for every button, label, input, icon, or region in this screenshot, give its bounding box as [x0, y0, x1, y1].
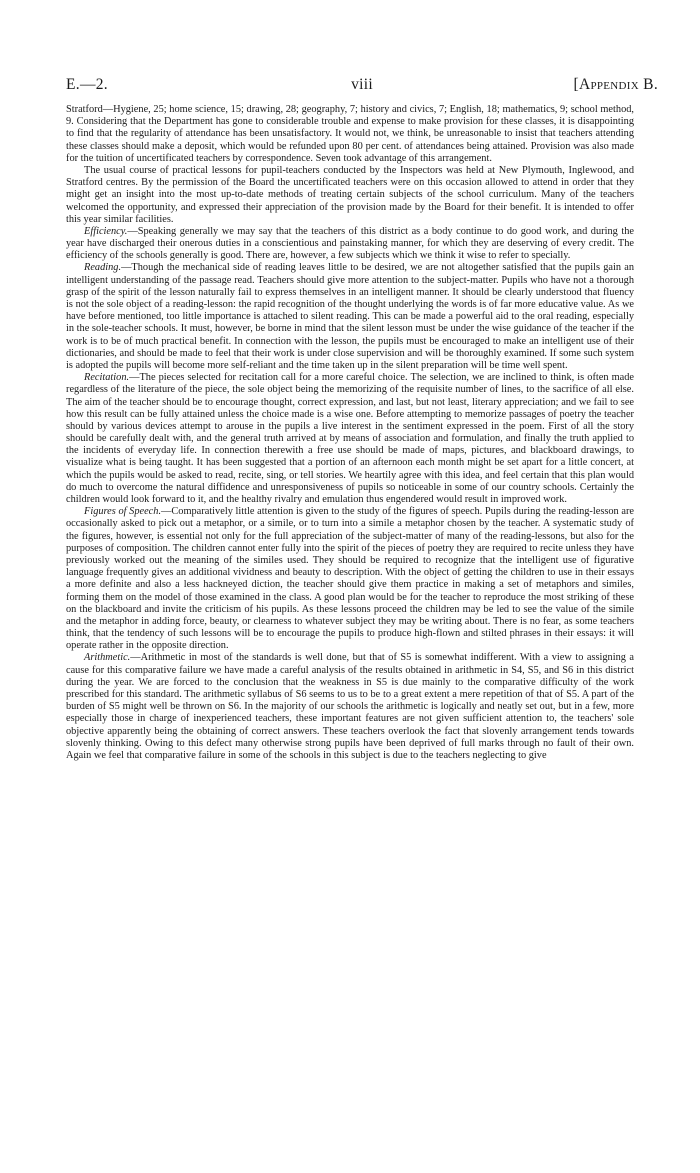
- paragraph-practical-lessons: [66, 165, 634, 226]
- paragraph-text: —Arithmetic in most of the standards is well done, but that of S5 is somewhat indifferent. With a view to assigning a cause for this comparative failure we have made a careful analysis of the results obtained in arithmetic in S4, S5, and S6 in this district during the year. We are forced to the conclusion that the weakness in S5 is due mainly to the comparative difficulty of the work prescribed for this standard. The arithmetic syllabus of S6 seems to us to be to a great extent a mere repetition of that of S5. A part of the burden of S5 might well be thrown on S6. In the majority of our schools the arithmetic is logically and neatly set out, but in a few, more especially those in charge of inexperienced teachers, these important features are not given sufficient attention to, the teachers' sole objective apparently being the obtaining of correct answers. These teachers overlook the fact that slovenly arrangement tends towards slovenly thinking. Owing to this defect many otherwise strong pupils have been deprived of full marks through no fault of their own. Again we feel that comparative failure in some of the schools in this subject is due to the teachers neglecting to give: [66, 652, 634, 761]
- paragraph-text: —Though the mechanical side of reading leaves little to be desired, we are not altogether satisfied that the pupils gain an intelligent understanding of the passage read. Teachers should give more attention to the subject-matter. Pupils who have not a thorough grasp of the spirit of the lesson naturally fail to express themselves in an intelligent manner. It should be clearly understood that fluency is not the sole object of a reading-lesson: the rapid recognition of the thought underlying the words is of far more educative value. As we have before mentioned, too little importance is attached to silent reading. This can be made a powerful aid to the oral reading, especially in the sole-teacher schools. It must, however, be borne in mind that the silent lesson must be under the wise guidance of the teacher if the work is to be of much practical benefit. In connection with the lesson, the pupils must be encouraged to make an intelligent use of their dictionaries, and should be made to feel that their work is under close supervision and will be thoroughly examined. If some such system is adopted the pupils will become more self-reliant and the time taken up in the silent preparation will be time well spent.: [66, 262, 634, 371]
- section-heading: Efficiency.: [84, 225, 128, 237]
- paragraph-figures-of-speech: [66, 506, 634, 652]
- body-text: [66, 104, 634, 762]
- paragraph-text: —The pieces selected for recitation call for a more careful choice. The selection, we are inclined to think, is often made regardless of the literature of the piece, the sole object being the memorizing of the requisite number of lines, to the sacrifice of all else. The aim of the teacher should be to encourage thought, correct expression, and last, but not least, literary appreciation; and we fail to see how this result can be fully attained unless the choice made is a wise one. Before attempting to memorize passages of poetry the teacher should by various devices attempt to arouse in the pupils a live interest in the sentiment expressed in the poem. First of all the story should be carefully dealt with, and the general truth arrived at by means of association and formulation, and finally the truth applied to the incidents of everyday life. In connection therewith a free use should be made of maps, pictures, and blackboard drawings, to visualize what is being taught. It has been suggested that a portion of an afternoon each month might be set apart for a little concert, at which the pupils would be asked to read, recite, sing, or tell stories. We heartily agree with this idea, and feel certain that this plan would do much to overcome the natural diffidence and unresponsiveness of pupils so noticeable in some of our country schools. Certainly the children would look forward to it, and the healthy rivalry and emulation thus engendered would result in improved work.: [66, 372, 634, 505]
- appendix-label: [Appendix B.: [573, 76, 658, 93]
- paragraph-efficiency: [66, 226, 634, 263]
- paragraph-recitation: [66, 372, 634, 506]
- paragraph-text: The usual course of practical lessons for pupil-teachers conducted by the Inspectors was held at New Plymouth, Inglewood, and Stratford centres. By the permission of the Board the uncertificated teachers were on this occasion allowed to attend in order that they might get an insight into the most up-to-date methods of treating certain subjects of the school curriculum. Many of the teachers welcomed the opportunity, and expressed their appreciation of the provision made by the Board for their benefit. It is intended to offer this year similar facilities.: [66, 164, 634, 225]
- paragraph-reading: [66, 262, 634, 372]
- paragraph-text: —Speaking generally we may say that the teachers of this district as a body continue to do good work, and during the year have discharged their onerous duties in a conscientious and painstaking manner, for which they are deserving of every credit. The efficiency of the schools generally is good. There are, however, a few subjects which we think it wise to refer to specially.: [66, 225, 634, 262]
- page-number: viii: [351, 76, 373, 93]
- page-header: [66, 76, 658, 98]
- paragraph-text: Stratford—Hygiene, 25; home science, 15; drawing, 28; geography, 7; history and civics, 7; English, 18; mathematics, 9; school method, 9. Considering that the Department has gone to considerable trouble and expense to make provision for these classes, it is disappointing to find that the regularity of attendance has been unsatisfactory. It would not, we think, be unreasonable to insist that teachers attending these classes should make a deposit, which would be refunded upon 80 per cent. of attendances being attained. Provision was also made for the tuition of uncertificated teachers by correspondence. Seven took advantage of this arrangement.: [66, 104, 634, 164]
- section-heading: Arithmetic.: [84, 652, 131, 664]
- section-heading: Figures of Speech.: [84, 506, 162, 518]
- document-code: E.—2.: [66, 76, 108, 93]
- paragraph-arithmetic: [66, 652, 634, 762]
- section-heading: Recitation.: [84, 372, 130, 384]
- paragraph-text: —Comparatively little attention is given to the study of the figures of speech. Pupils during the reading-lesson are occasionally asked to pick out a metaphor, or a simile, or to turn into a simile a metaphor chosen by the teacher. A systematic study of the figures, however, is essential not only for the full appreciation of the subject-matter of many of the reading-lessons, but also for the purposes of composition. The children cannot enter fully into the spirit of the pieces of poetry they are required to recite unless they have previously worked out the meaning of the similes used. They should be required to recognize that the intelligent use of figurative language frequently gives an additional vividness and beauty to description. With the object of getting the children to use in their essays a more definite and also a less hackneyed diction, the teacher should give them practice in making a set of metaphors and similes, forming them on the model of those examined in the class. A good plan would be for the teacher to reproduce the most striking of these on the blackboard and invite the criticism of his pupils. As these lessons proceed the children may be led to see the value of the simile and the metaphor in adding force, beauty, or clearness to whatever subject they may be writing about. There is no fear, as some teachers think, that the tendency of such lessons will be to encourage the pupils to produce high-flown and stilted phrases in their essays: it will operate rather in the opposite direction.: [66, 506, 635, 652]
- section-heading: Reading.: [84, 262, 122, 274]
- paragraph-hygiene-classes: [66, 104, 634, 165]
